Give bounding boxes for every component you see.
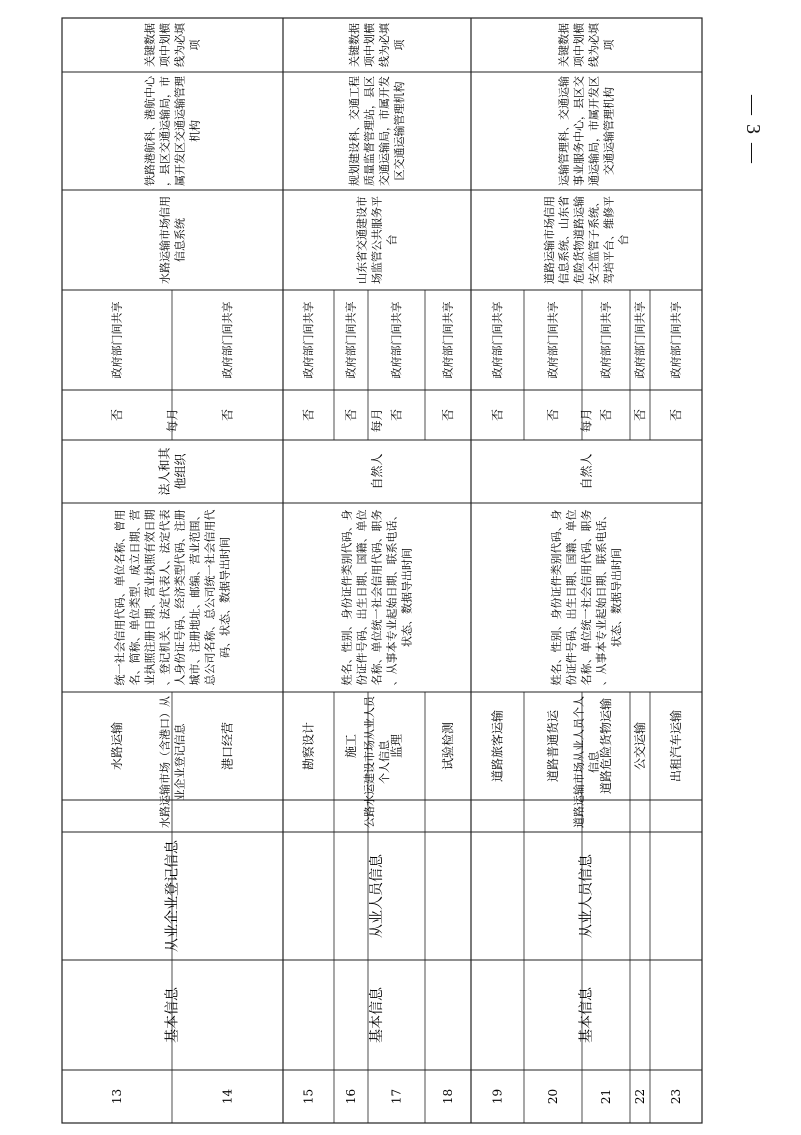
- business-type: 港口经营: [220, 721, 235, 771]
- subject-type: 法人和其: [157, 447, 172, 496]
- remark: 项: [392, 39, 406, 51]
- info-subtype: 水路运输市场（含港口）从: [158, 696, 172, 828]
- responsible-dept: 区交通运输管理机构: [392, 81, 406, 181]
- row-number: 18: [441, 1088, 455, 1105]
- row-number: 20: [546, 1088, 560, 1105]
- subject-type: 自然人: [579, 453, 594, 490]
- source-system: 道路运输市场信用: [542, 196, 556, 284]
- key-fields: 状态、数据导出时间: [400, 548, 414, 647]
- business-type: 试验检测: [441, 721, 455, 771]
- source-system: 安全监管子系统、: [587, 196, 601, 284]
- source-system: 山东省交通建设市: [355, 196, 369, 284]
- key-fields: 名、简称、单位类型、成立日期、营: [128, 509, 142, 686]
- remark: 线为必填: [587, 23, 601, 67]
- key-fields: 城市、注册地址、邮编、营业范围、: [188, 509, 202, 686]
- info-type: 从业人员信息: [369, 854, 385, 938]
- info-subtype: 道路运输市场从业人员个人: [572, 696, 586, 828]
- update-frequency: 每月: [165, 408, 180, 433]
- responsible-dept: 事业服务中心，县区交: [572, 76, 586, 186]
- share-scope: 政府部门间共享: [491, 301, 504, 379]
- row-number: 22: [633, 1088, 647, 1105]
- key-fields: 业执照注册日期、营业执照有效日期: [143, 509, 157, 686]
- business-type: 公交运输: [633, 721, 647, 771]
- business-type: 出租汽车运输: [669, 709, 683, 783]
- source-system: 危险货物道路运输: [572, 196, 586, 284]
- public-flag: 否: [441, 408, 455, 422]
- info-subtype: 业企业登记信息: [173, 723, 187, 801]
- key-fields: 姓名、性别、身份证件类别代码、身: [550, 509, 563, 686]
- key-fields: 状态、数据导出时间: [610, 548, 623, 647]
- share-scope: 政府部门间共享: [302, 301, 315, 379]
- row-number: 23: [669, 1088, 683, 1105]
- row-number: 16: [344, 1088, 358, 1105]
- business-type: 道路普通货运: [546, 709, 560, 783]
- remark: 项中划横: [158, 23, 172, 67]
- key-fields: 、从事本专业起始日期、联系电话、: [595, 509, 608, 686]
- update-frequency: 每月: [579, 408, 594, 433]
- public-flag: 否: [490, 408, 505, 422]
- key-fields: 人身份证号码、经济类型代码、注册: [173, 509, 187, 686]
- responsible-dept: 交通运输管理机构: [602, 87, 616, 175]
- public-flag: 否: [301, 408, 316, 422]
- source-system: 驾培平台、维修平: [602, 196, 616, 284]
- responsible-dept: 属开发区交通运输管理: [173, 75, 187, 186]
- remark: 关键数据: [348, 23, 362, 67]
- public-flag: 否: [389, 408, 404, 422]
- info-subtype: 信息: [587, 751, 601, 773]
- remark: 线为必填: [377, 23, 391, 67]
- source-system: 场监管公共服务平: [370, 196, 384, 284]
- source-system: 台: [617, 234, 631, 246]
- info-category: 基本信息: [164, 987, 181, 1043]
- key-fields: 名称、单位统一社会信用代码、职务: [580, 509, 593, 686]
- responsible-dept: 通运输局，市属开发区: [587, 76, 601, 186]
- row-number: 13: [110, 1088, 124, 1105]
- remark: 项: [188, 39, 202, 51]
- business-type: 道路危险货物运输: [599, 697, 613, 795]
- share-scope: 政府部门间共享: [633, 301, 647, 379]
- key-fields: 份证件号码、出生日期、国籍、单位: [355, 509, 369, 686]
- page-number: — 3 —: [742, 95, 764, 165]
- remark: 项: [602, 39, 616, 51]
- business-type: 水路运输: [110, 721, 124, 771]
- responsible-dept: 规划建设科、交通工程: [348, 76, 362, 186]
- row-number: 15: [301, 1088, 316, 1105]
- update-frequency: 每月: [370, 408, 384, 433]
- source-system: 信息系统: [173, 218, 187, 262]
- business-type: 监理: [389, 733, 404, 759]
- key-fields: 、登记机关、法定代表人、法定代表: [158, 509, 172, 686]
- row-number: 17: [389, 1088, 404, 1105]
- row-number: 14: [220, 1088, 235, 1105]
- responsible-dept: 机构: [188, 120, 202, 142]
- remark: 线为必填: [173, 23, 187, 67]
- remark: 关键数据: [557, 23, 571, 67]
- info-subtype: 个人信息: [377, 740, 391, 784]
- business-type: 施工: [344, 733, 358, 759]
- info-type: 从业人员信息: [578, 854, 595, 938]
- info-type: 从业企业登记信息: [164, 840, 181, 952]
- public-flag: 否: [546, 408, 560, 422]
- share-scope: 政府部门间共享: [441, 301, 455, 379]
- business-type: 勘察设计: [301, 721, 316, 771]
- public-flag: 否: [344, 408, 358, 422]
- responsible-dept: ，县区交通运输局，市: [158, 76, 172, 187]
- responsible-dept: 交通运输局，市属开发: [377, 76, 391, 186]
- responsible-dept: 质量监督管理站，县区: [363, 76, 377, 186]
- public-flag: 否: [220, 408, 235, 422]
- responsible-dept: 铁路港航科、港航中心: [143, 76, 157, 186]
- remark: 项中划横: [572, 23, 586, 67]
- share-scope: 政府部门间共享: [599, 301, 613, 379]
- source-system: 台: [385, 234, 399, 246]
- remark: 关键数据: [143, 23, 157, 67]
- key-fields: 总公司名称、总公司统一社会信用代: [203, 509, 217, 686]
- share-scope: 政府部门间共享: [110, 301, 124, 379]
- responsible-dept: 运输管理科、交通运输: [557, 76, 571, 186]
- public-flag: 否: [599, 408, 613, 422]
- row-number: 21: [599, 1088, 613, 1105]
- info-category: 基本信息: [369, 987, 385, 1043]
- public-flag: 否: [669, 408, 683, 422]
- subject-type: 他组织: [173, 453, 188, 490]
- business-type: 道路旅客运输: [490, 709, 505, 783]
- source-system: 水路运输市场信用: [158, 196, 172, 284]
- key-fields: 姓名、性别、身份证件类别代码、身: [340, 509, 354, 686]
- public-flag: 否: [110, 408, 124, 422]
- info-category: 基本信息: [578, 987, 595, 1043]
- share-scope: 政府部门间共享: [390, 301, 403, 379]
- share-scope: 政府部门间共享: [669, 301, 683, 379]
- key-fields: 份证件号码、出生日期、国籍、单位: [565, 509, 578, 686]
- remark: 项中划横: [363, 23, 377, 67]
- key-fields: 统一社会信用代码、单位名称、曾用: [113, 509, 127, 686]
- key-fields: 码、状态、数据导出时间: [218, 537, 232, 658]
- share-scope: 政府部门间共享: [221, 301, 234, 379]
- key-fields: 、从事本专业起始日期、联系电话、: [385, 509, 399, 686]
- row-number: 19: [490, 1088, 505, 1105]
- key-fields: 名称、单位统一社会信用代码、职务: [370, 509, 384, 686]
- source-system: 信息系统、山东省: [557, 196, 571, 284]
- public-flag: 否: [633, 408, 647, 422]
- subject-type: 自然人: [370, 453, 384, 490]
- share-scope: 政府部门间共享: [344, 301, 358, 379]
- share-scope: 政府部门间共享: [546, 301, 560, 379]
- info-subtype: 公路水运建设市场从业人员: [363, 696, 377, 828]
